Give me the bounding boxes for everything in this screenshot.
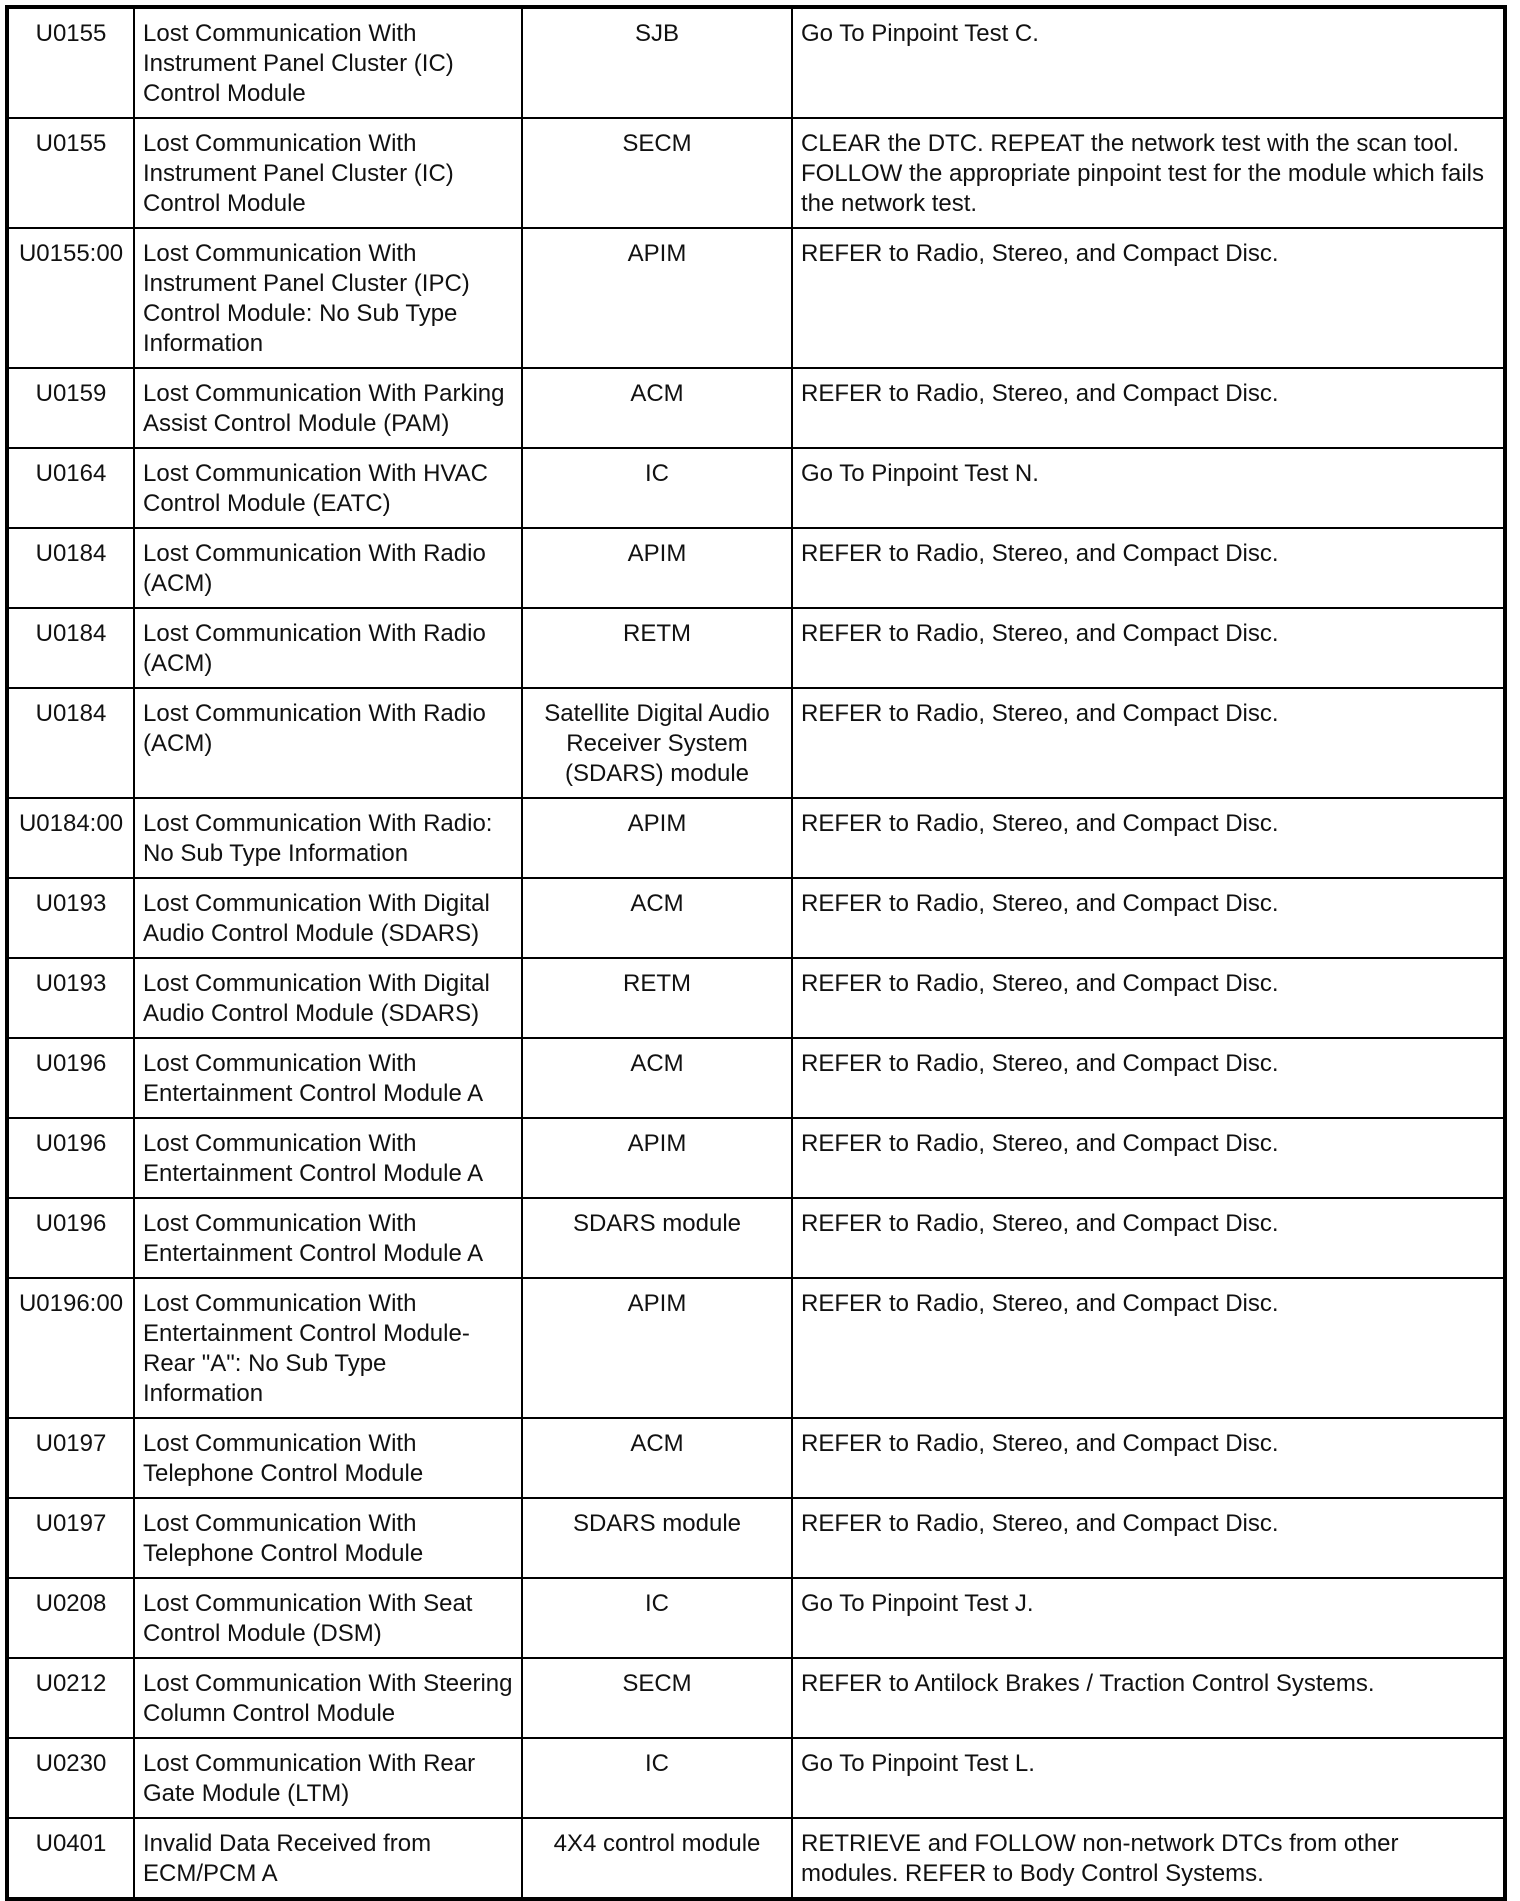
table-row (7, 1278, 1505, 1418)
dtc-action: Go To Pinpoint Test J. (792, 1578, 1505, 1658)
dtc-code: U0184:00 (7, 798, 134, 878)
dtc-action: Go To Pinpoint Test C. (792, 7, 1505, 118)
table-row (7, 1198, 1505, 1278)
dtc-module: SDARS module (522, 1198, 792, 1278)
dtc-description: Lost Communication With Rear Gate Module (LTM) (134, 1738, 522, 1818)
dtc-description: Invalid Data Received from ECM/PCM A (134, 1818, 522, 1899)
dtc-description: Lost Communication With Entertainment Control Module A (134, 1198, 522, 1278)
table-row (7, 1658, 1505, 1738)
dtc-description: Lost Communication With Digital Audio Control Module (SDARS) (134, 958, 522, 1038)
table-row (7, 1118, 1505, 1198)
dtc-action: RETRIEVE and FOLLOW non-network DTCs from other modules. REFER to Body Control Systems. (792, 1818, 1505, 1899)
dtc-module: APIM (522, 1118, 792, 1198)
dtc-code: U0164 (7, 448, 134, 528)
dtc-action: REFER to Radio, Stereo, and Compact Disc. (792, 228, 1505, 368)
dtc-description: Lost Communication With Steering Column Control Module (134, 1658, 522, 1738)
dtc-action: REFER to Radio, Stereo, and Compact Disc. (792, 1038, 1505, 1118)
dtc-code: U0184 (7, 528, 134, 608)
dtc-action: REFER to Radio, Stereo, and Compact Disc. (792, 1118, 1505, 1198)
dtc-action: REFER to Radio, Stereo, and Compact Disc. (792, 1418, 1505, 1498)
dtc-code: U0155:00 (7, 228, 134, 368)
table-row (7, 1498, 1505, 1578)
dtc-description: Lost Communication With Telephone Control Module (134, 1418, 522, 1498)
table-row (7, 1578, 1505, 1658)
table-row (7, 1738, 1505, 1818)
dtc-module: ACM (522, 1038, 792, 1118)
dtc-code: U0196 (7, 1038, 134, 1118)
dtc-module: 4X4 control module (522, 1818, 792, 1899)
dtc-table-body (7, 7, 1505, 1899)
dtc-module: APIM (522, 798, 792, 878)
dtc-description: Lost Communication With Telephone Control Module (134, 1498, 522, 1578)
dtc-code: U0197 (7, 1418, 134, 1498)
dtc-description: Lost Communication With Instrument Panel Cluster (IC) Control Module (134, 118, 522, 228)
dtc-code: U0196 (7, 1198, 134, 1278)
dtc-code: U0196:00 (7, 1278, 134, 1418)
dtc-module: ACM (522, 368, 792, 448)
dtc-description: Lost Communication With Entertainment Control Module A (134, 1118, 522, 1198)
dtc-module: SDARS module (522, 1498, 792, 1578)
dtc-module: IC (522, 1578, 792, 1658)
dtc-description: Lost Communication With Seat Control Module (DSM) (134, 1578, 522, 1658)
dtc-action: REFER to Radio, Stereo, and Compact Disc. (792, 958, 1505, 1038)
table-row (7, 1038, 1505, 1118)
dtc-action: REFER to Radio, Stereo, and Compact Disc. (792, 688, 1505, 798)
table-row (7, 958, 1505, 1038)
dtc-description: Lost Communication With Radio (ACM) (134, 688, 522, 798)
dtc-module: IC (522, 1738, 792, 1818)
dtc-module: APIM (522, 528, 792, 608)
dtc-module: Satellite Digital Audio Receiver System (SDARS) module (522, 688, 792, 798)
table-row (7, 878, 1505, 958)
table-row (7, 1418, 1505, 1498)
dtc-code: U0159 (7, 368, 134, 448)
dtc-module: APIM (522, 228, 792, 368)
dtc-action: REFER to Radio, Stereo, and Compact Disc. (792, 528, 1505, 608)
dtc-description: Lost Communication With Instrument Panel Cluster (IC) Control Module (134, 7, 522, 118)
dtc-description: Lost Communication With HVAC Control Module (EATC) (134, 448, 522, 528)
dtc-code: U0184 (7, 688, 134, 798)
dtc-module: RETM (522, 608, 792, 688)
dtc-module: SECM (522, 1658, 792, 1738)
dtc-module: APIM (522, 1278, 792, 1418)
dtc-action: REFER to Radio, Stereo, and Compact Disc. (792, 1198, 1505, 1278)
dtc-module: SJB (522, 7, 792, 118)
table-row (7, 798, 1505, 878)
dtc-description: Lost Communication With Radio (ACM) (134, 528, 522, 608)
dtc-code: U0197 (7, 1498, 134, 1578)
table-row (7, 118, 1505, 228)
dtc-action: REFER to Radio, Stereo, and Compact Disc. (792, 798, 1505, 878)
dtc-description: Lost Communication With Digital Audio Control Module (SDARS) (134, 878, 522, 958)
dtc-code: U0208 (7, 1578, 134, 1658)
dtc-action: CLEAR the DTC. REPEAT the network test with the scan tool. FOLLOW the appropriate pinpoint test for the module which fails the network test. (792, 118, 1505, 228)
dtc-description: Lost Communication With Instrument Panel Cluster (IPC) Control Module: No Sub Type Information (134, 228, 522, 368)
dtc-module: SECM (522, 118, 792, 228)
dtc-code: U0196 (7, 1118, 134, 1198)
dtc-module: ACM (522, 878, 792, 958)
dtc-description: Lost Communication With Radio: No Sub Type Information (134, 798, 522, 878)
table-row (7, 448, 1505, 528)
dtc-module: ACM (522, 1418, 792, 1498)
table-row (7, 228, 1505, 368)
dtc-description: Lost Communication With Entertainment Control Module A (134, 1038, 522, 1118)
table-row (7, 608, 1505, 688)
dtc-module: IC (522, 448, 792, 528)
table-row (7, 368, 1505, 448)
dtc-code: U0212 (7, 1658, 134, 1738)
dtc-description: Lost Communication With Entertainment Control Module-Rear "A": No Sub Type Information (134, 1278, 522, 1418)
dtc-table (5, 5, 1507, 1901)
dtc-action: REFER to Antilock Brakes / Traction Control Systems. (792, 1658, 1505, 1738)
dtc-description: Lost Communication With Parking Assist Control Module (PAM) (134, 368, 522, 448)
dtc-module: RETM (522, 958, 792, 1038)
dtc-action: Go To Pinpoint Test N. (792, 448, 1505, 528)
dtc-code: U0401 (7, 1818, 134, 1899)
dtc-code: U0155 (7, 7, 134, 118)
table-row (7, 1818, 1505, 1899)
dtc-action: Go To Pinpoint Test L. (792, 1738, 1505, 1818)
dtc-action: REFER to Radio, Stereo, and Compact Disc. (792, 608, 1505, 688)
dtc-code: U0230 (7, 1738, 134, 1818)
dtc-code: U0193 (7, 878, 134, 958)
dtc-action: REFER to Radio, Stereo, and Compact Disc. (792, 368, 1505, 448)
dtc-code: U0155 (7, 118, 134, 228)
table-row (7, 7, 1505, 118)
table-row (7, 688, 1505, 798)
table-row (7, 528, 1505, 608)
dtc-action: REFER to Radio, Stereo, and Compact Disc. (792, 1498, 1505, 1578)
dtc-code: U0193 (7, 958, 134, 1038)
dtc-action: REFER to Radio, Stereo, and Compact Disc. (792, 1278, 1505, 1418)
dtc-description: Lost Communication With Radio (ACM) (134, 608, 522, 688)
dtc-action: REFER to Radio, Stereo, and Compact Disc. (792, 878, 1505, 958)
dtc-code: U0184 (7, 608, 134, 688)
